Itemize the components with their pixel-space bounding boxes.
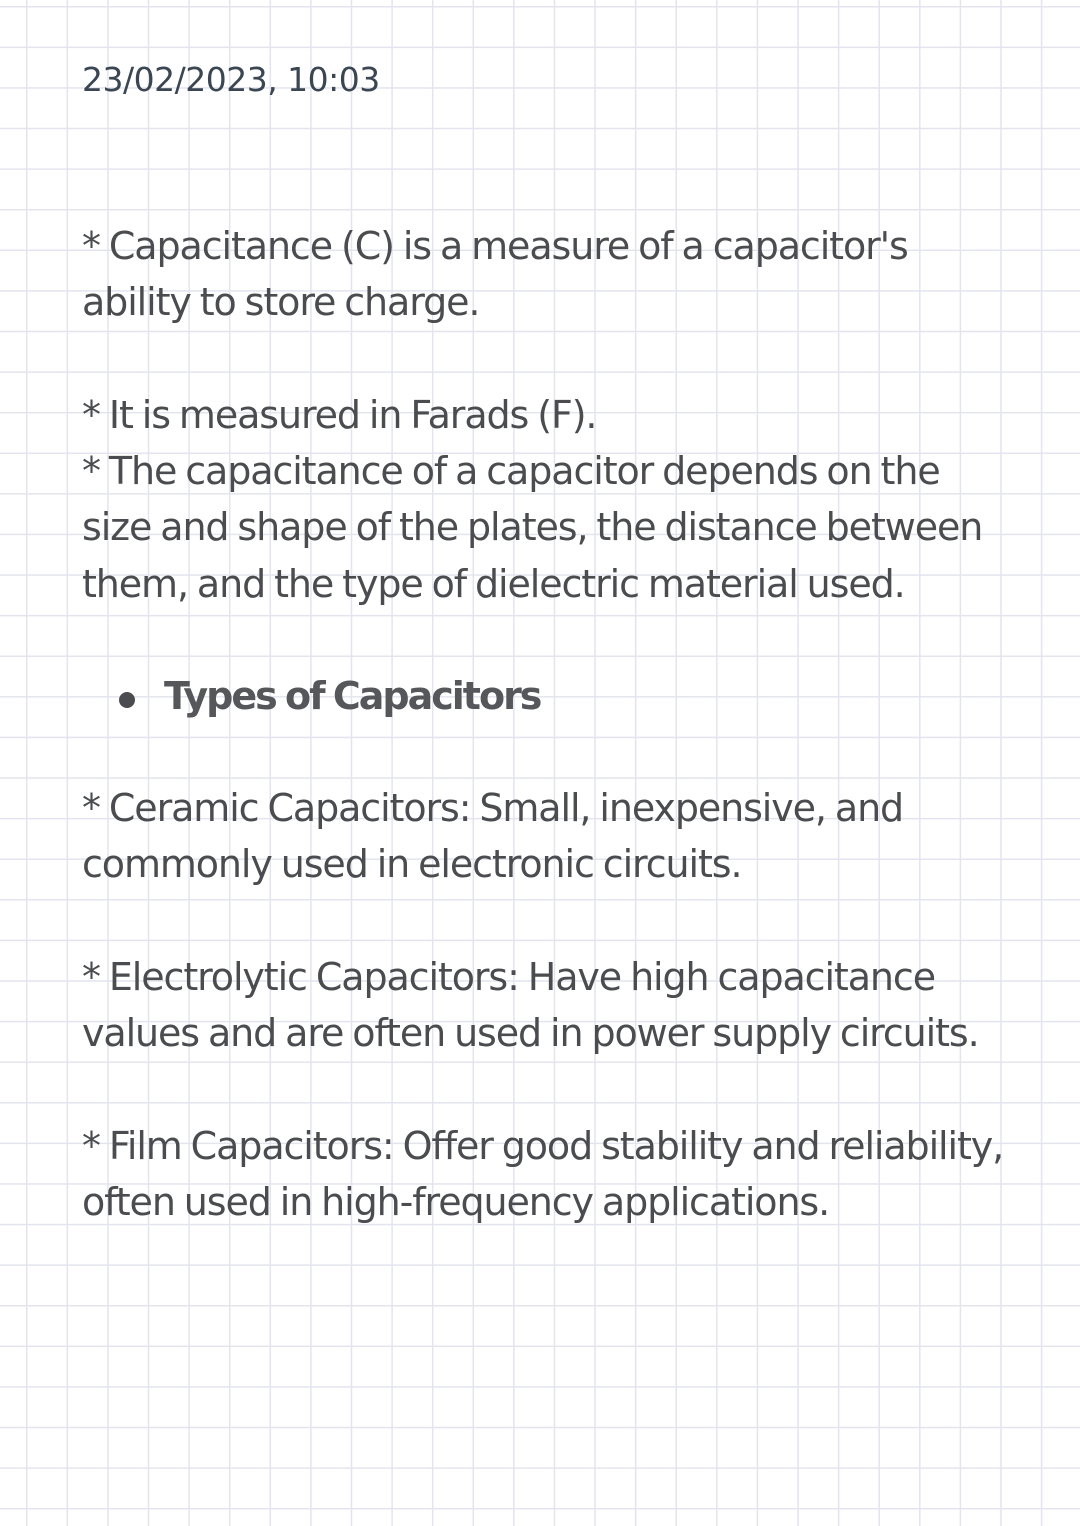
ceramic-capacitors-item: * Ceramic Capacitors: Small, inexpensive, and commonly used in electronic circuits.: [82, 786, 904, 887]
note-timestamp: 23/02/2023, 10:03: [82, 60, 380, 99]
capacitance-definition: * Capacitance (C) is a measure of a capacitor's ability to store charge.: [82, 224, 908, 325]
capacitance-unit: * It is measured in Farads (F).: [82, 392, 597, 437]
capacitance-factors: * The capacitance of a capacitor depends on the size and shape of the plates, the distance between them, and the type of dielectric material used.: [82, 449, 983, 606]
electrolytic-capacitors-item: * Electrolytic Capacitors: Have high capacitance values and are often used in power supply circuits.: [82, 954, 979, 1056]
section-heading-item: [82, 668, 1012, 724]
section-heading: Types of Capacitors: [164, 674, 541, 719]
film-capacitors-item: * Film Capacitors: Offer good stability and reliability, often used in high-frequency applications.: [82, 1123, 1004, 1225]
note-body: [82, 218, 1012, 1230]
bullet-icon: [119, 692, 135, 708]
